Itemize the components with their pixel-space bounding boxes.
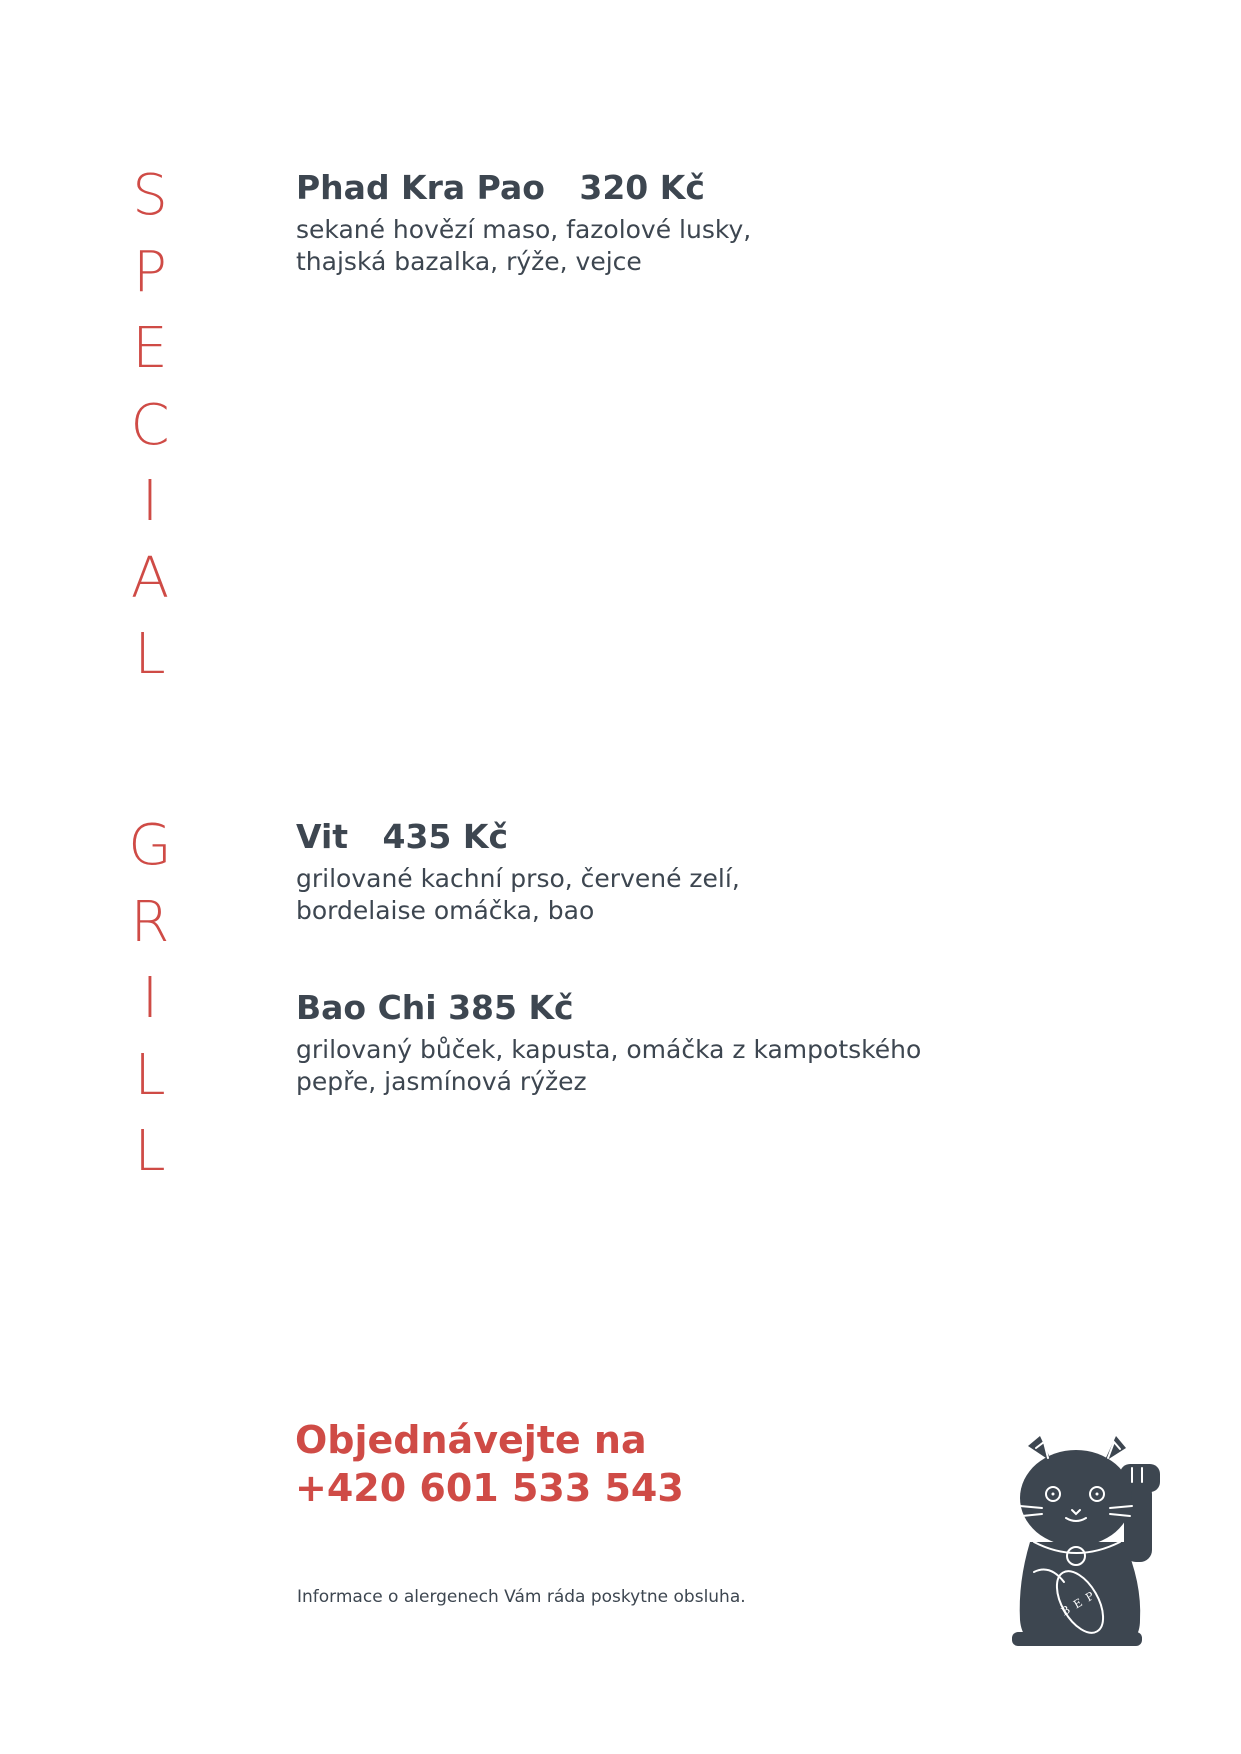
menu-item-description — [296, 863, 740, 927]
heading-letter: L — [134, 1042, 166, 1108]
menu-item — [296, 988, 921, 1098]
heading-letter: P — [133, 239, 167, 305]
order-label: Objednávejte na — [295, 1418, 647, 1462]
allergen-note: Informace o alergenech Vám ráda poskytne obsluha. — [297, 1587, 746, 1607]
section-heading-special — [110, 158, 190, 694]
description-line: pepře, jasmínová rýžez — [296, 1067, 587, 1096]
heading-letter: I — [141, 966, 159, 1031]
menu-item-title: Vit 435 Kč — [296, 817, 509, 856]
description-line: bordelaise omáčka, bao — [296, 896, 595, 925]
menu-item — [296, 817, 740, 927]
menu-item-title: Bao Chi 385 Kč — [296, 988, 574, 1027]
menu-item — [296, 168, 751, 278]
heading-letter: A — [130, 545, 170, 611]
heading-letter: R — [130, 889, 170, 955]
heading-letter: L — [134, 1119, 166, 1184]
heading-letter: S — [132, 163, 168, 228]
svg-text:BEP: BEP — [1059, 1586, 1102, 1619]
menu-item-title: Phad Kra Pao 320 Kč — [296, 168, 705, 207]
heading-letter: C — [130, 392, 170, 458]
description-line: thajská bazalka, rýže, vejce — [296, 247, 642, 276]
maneki-neko-cat-icon — [1000, 1432, 1170, 1652]
menu-item-description — [296, 1034, 921, 1098]
heading-letter: I — [141, 469, 159, 534]
section-heading-grill — [110, 808, 190, 1191]
order-phone-block — [295, 1416, 684, 1512]
description-line: grilovaný bůček, kapusta, omáčka z kampotského — [296, 1035, 922, 1064]
order-phone-number[interactable]: +420 601 533 543 — [295, 1466, 684, 1510]
heading-letter: L — [134, 622, 166, 687]
description-line: grilované kachní prso, červené zelí, — [296, 864, 740, 893]
heading-letter: E — [132, 316, 168, 381]
heading-letter: G — [128, 813, 172, 878]
menu-item-description — [296, 214, 751, 278]
description-line: sekané hovězí maso, fazolové lusky, — [296, 215, 752, 244]
